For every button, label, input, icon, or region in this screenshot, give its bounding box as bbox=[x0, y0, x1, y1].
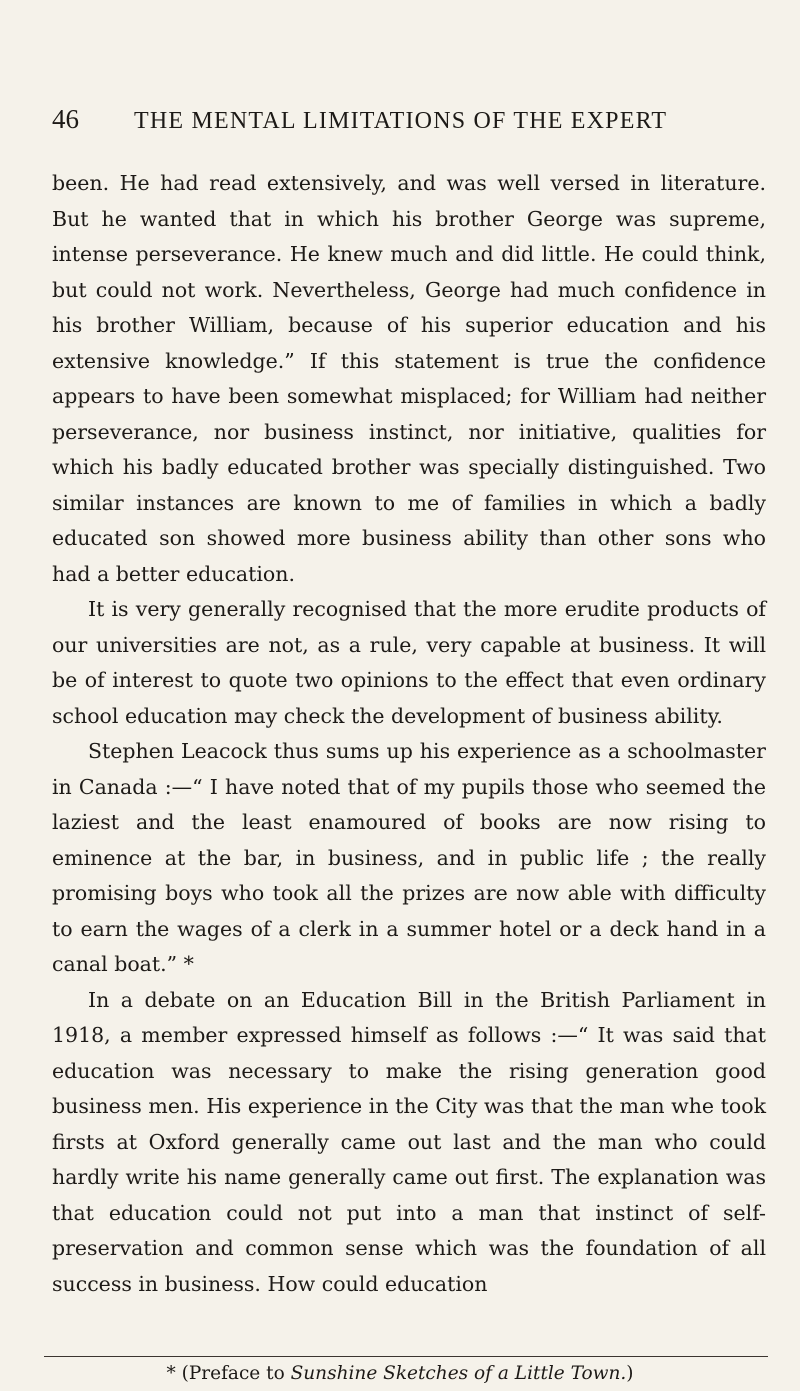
footnote bbox=[0, 1360, 800, 1388]
footnote-book-title: Sunshine Sketches of a Little Town. bbox=[290, 1363, 627, 1384]
paragraph-4: In a debate on an Education Bill in the British Parliament in 1918, a member expressed himself as follows :—“ It was said that education was necessary to make the rising generation good business men. His experience in the City was that the man whe took firsts at Oxford generally came out last and the man who could hardly write his name generally came out first. The explanation was that education could not put into a man that instinct of self-preservation and common sense which was the foundation of all success in business. How could education bbox=[52, 987, 766, 1296]
paragraph-1: been. He had read extensively, and was well versed in literature. But he wanted that in which his brother George was supreme, intense perseverance. He knew much and did little. He could think, but could not work. Nevertheless, George had much confidence in his brother William, because of his superior education and his extensive knowledge.” If this statement is true the confidence appears to have been somewhat misplaced; for William had neither perseverance, nor business instinct, nor initiative, qualities for which his badly educated brother was specially distinguished. Two similar instances are known to me of families in which a badly educated son showed more business ability than other sons who had a better education. bbox=[52, 171, 766, 586]
footnote-divider bbox=[44, 1356, 768, 1357]
paragraph-2: It is very generally recognised that the more erudite products of our universities are not, as a rule, very capable at business. It will be of interest to quote two opinions to the effect that even ordinary school education may check the development of business ability. bbox=[52, 597, 766, 728]
running-title: THE MENTAL LIMITATIONS OF THE EXPERT bbox=[134, 108, 668, 134]
paragraph-3: Stephen Leacock thus sums up his experience as a schoolmaster in Canada :—“ I have noted that of my pupils those who seemed the laziest and the least enamoured of books are now rising to eminence at the bar, in business, and in public life ; the really promising boys who took all the prizes are now able with difficulty to earn the wages of a clerk in a summer hotel or a deck hand in a canal boat.” * bbox=[52, 739, 766, 976]
body-text bbox=[52, 166, 766, 1302]
footnote-prefix: (Preface to bbox=[181, 1363, 291, 1384]
footnote-marker: * bbox=[166, 1363, 182, 1384]
page-number: 46 bbox=[52, 104, 79, 134]
footnote-suffix: ) bbox=[626, 1363, 634, 1384]
running-header bbox=[52, 104, 766, 144]
